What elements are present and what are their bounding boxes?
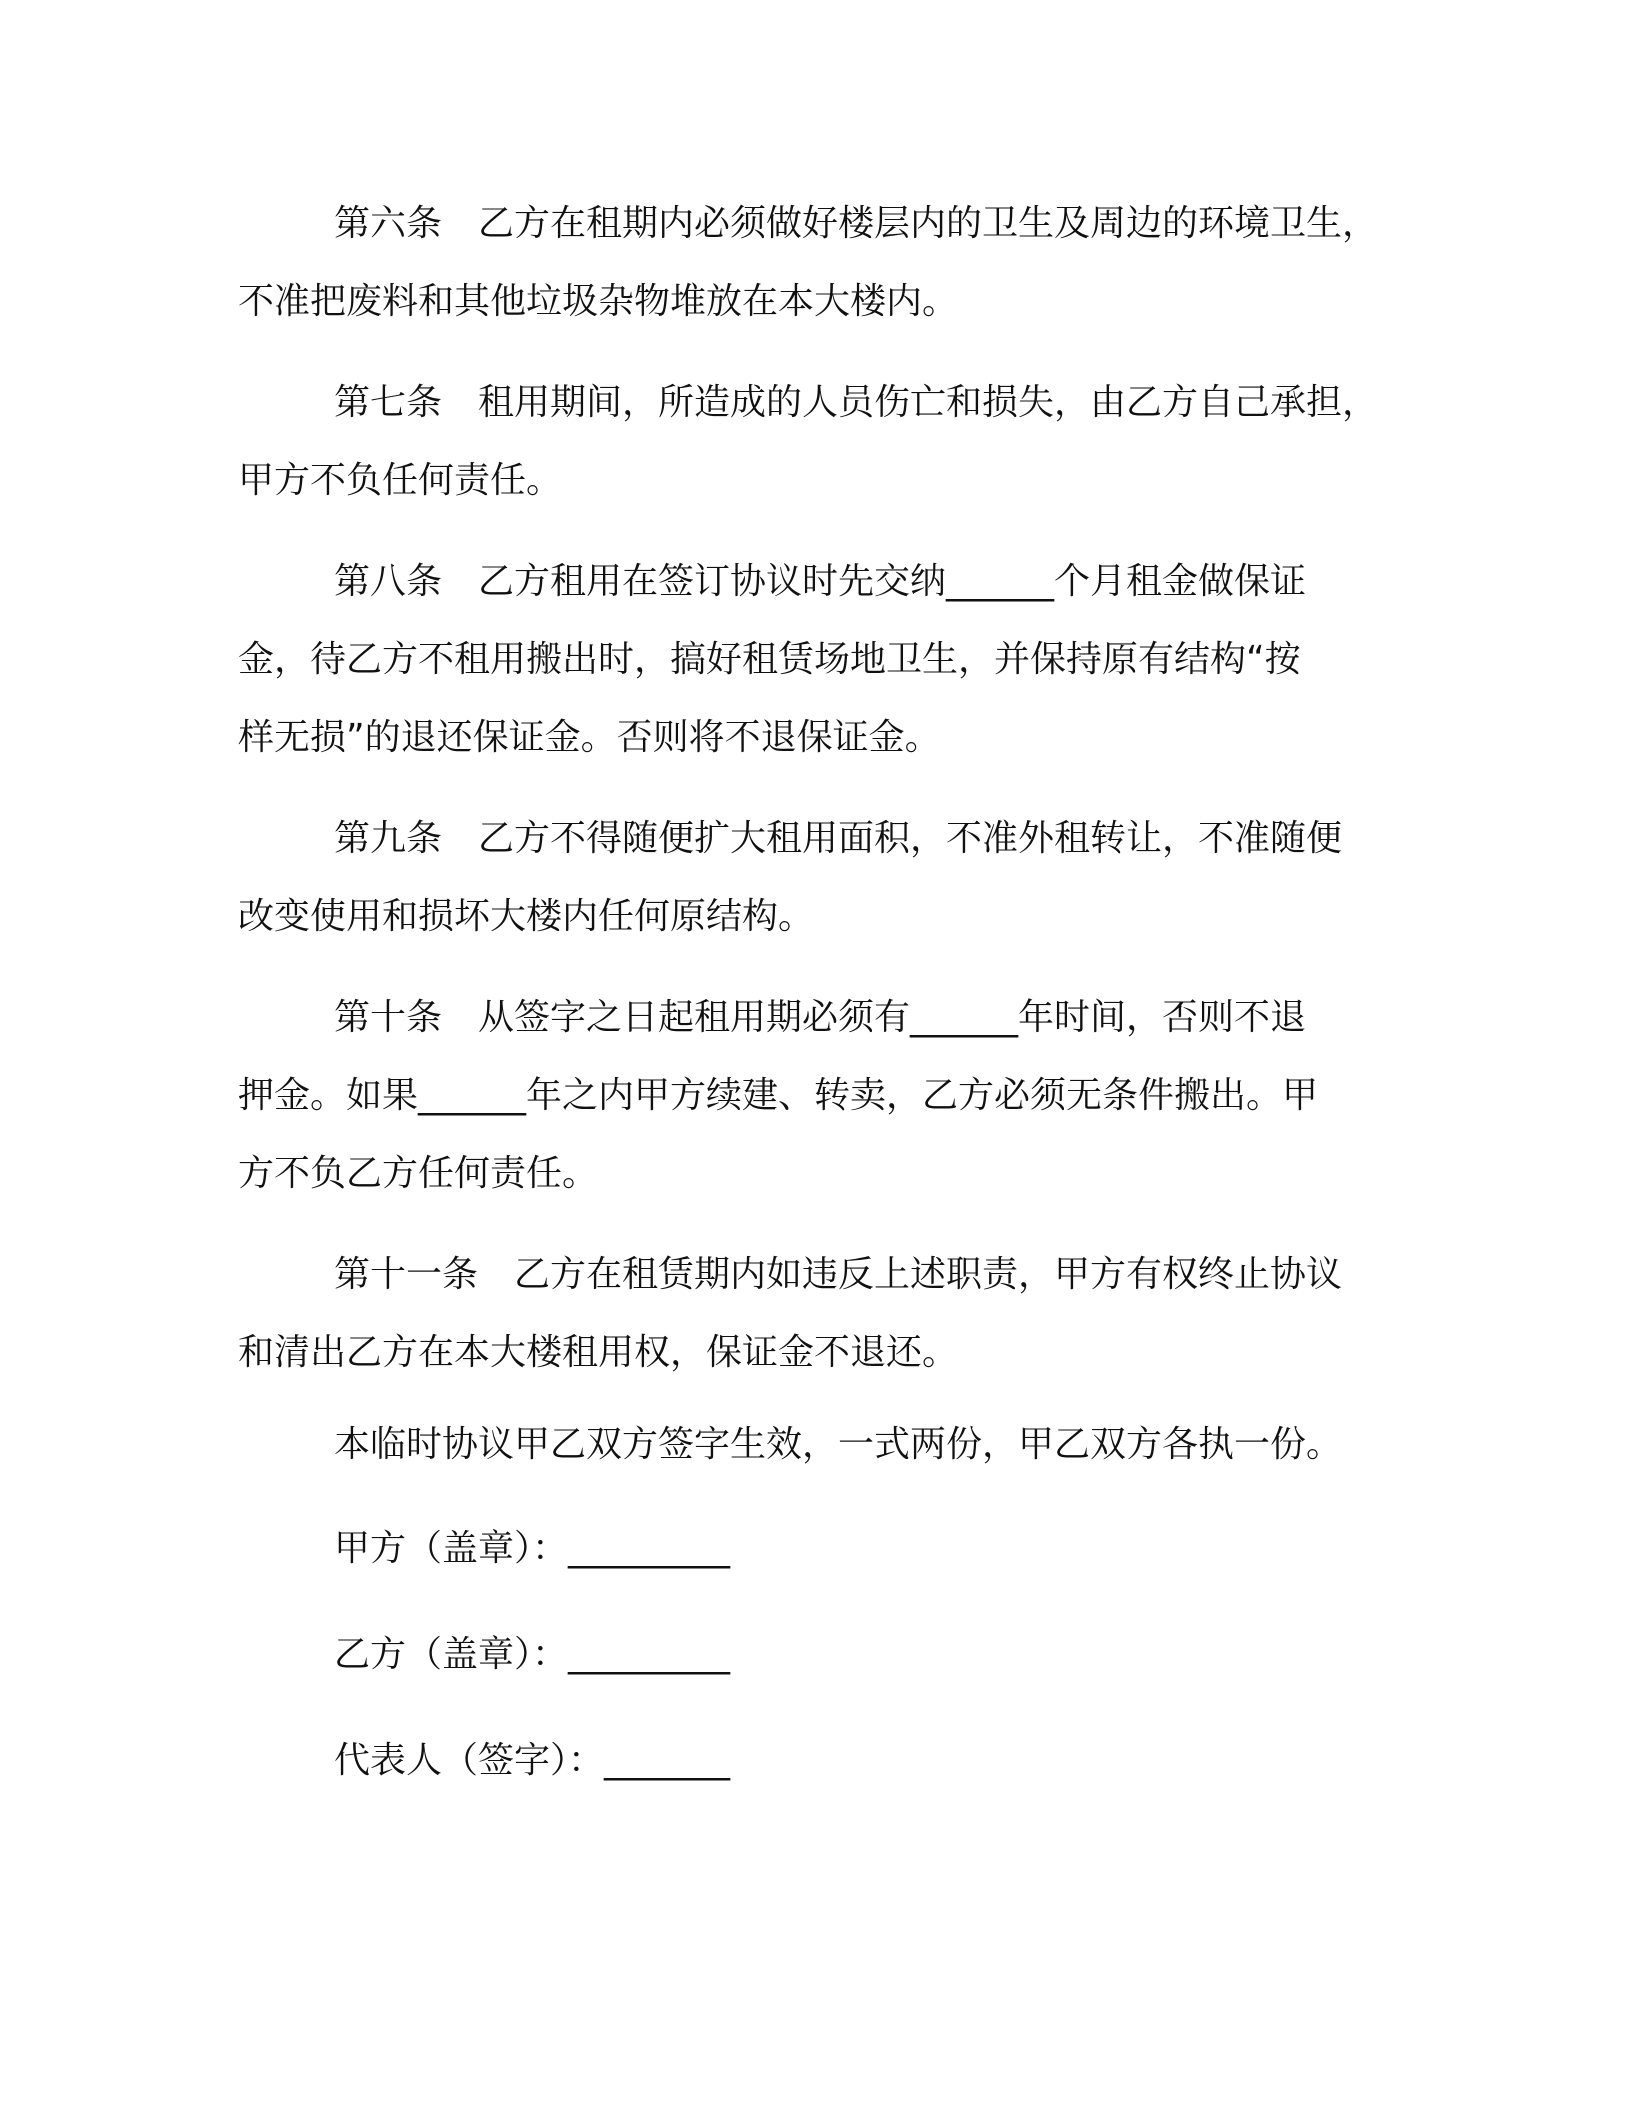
document-body <box>238 185 1398 1837</box>
clause-6-line-2: 不准把废料和其他垃圾杂物堆放在本大楼内。 <box>238 281 959 322</box>
clause-6-line-1: 第六条 乙方在租期内必须做好楼层内的卫生及周边的环境卫生， <box>334 203 1379 244</box>
clause-10-line-3: 方不负乙方任何责任。 <box>238 1153 599 1194</box>
clause-9 <box>238 800 1398 956</box>
party-a-signature-line: 甲方（盖章）：_________ <box>334 1528 731 1569</box>
clause-8-line-1: 第八条 乙方租用在签订协议时先交纳______个月租金做保证 <box>334 561 1307 602</box>
clause-6 <box>238 185 1398 341</box>
clause-10 <box>238 979 1398 1213</box>
closing-statement: 本临时协议甲乙双方签字生效，一式两份，甲乙双方各执一份。 <box>334 1424 1343 1465</box>
clause-7 <box>238 364 1398 520</box>
clause-11 <box>238 1236 1398 1392</box>
clause-8-line-2: 金，待乙方不租用搬出时，搞好租赁场地卫生，并保持原有结构“按 <box>238 639 1301 680</box>
clause-11-line-2: 和清出乙方在本大楼租用权，保证金不退还。 <box>238 1332 959 1373</box>
clause-11-line-1: 第十一条 乙方在租赁期内如违反上述职责，甲方有权终止协议 <box>334 1254 1343 1295</box>
clause-10-line-1: 第十条 从签字之日起租用期必须有______年时间，否则不退 <box>334 997 1307 1038</box>
clause-7-line-2: 甲方不负任何责任。 <box>238 460 563 501</box>
clause-9-line-1: 第九条 乙方不得随便扩大租用面积，不准外租转让，不准随便 <box>334 818 1343 859</box>
clause-9-line-2: 改变使用和损坏大楼内任何原结构。 <box>238 896 815 937</box>
clause-8 <box>238 543 1398 777</box>
clause-10-line-2: 押金。如果______年之内甲方续建、转卖，乙方必须无条件搬出。甲 <box>238 1075 1319 1116</box>
party-b-signature-line: 乙方（盖章）：_________ <box>334 1634 731 1675</box>
clause-7-line-1: 第七条 租用期间，所造成的人员伤亡和损失，由乙方自己承担， <box>334 382 1379 423</box>
clause-8-line-3: 样无损”的退还保证金。否则将不退保证金。 <box>238 717 941 758</box>
representative-signature-line: 代表人（签字）：_______ <box>334 1740 731 1781</box>
